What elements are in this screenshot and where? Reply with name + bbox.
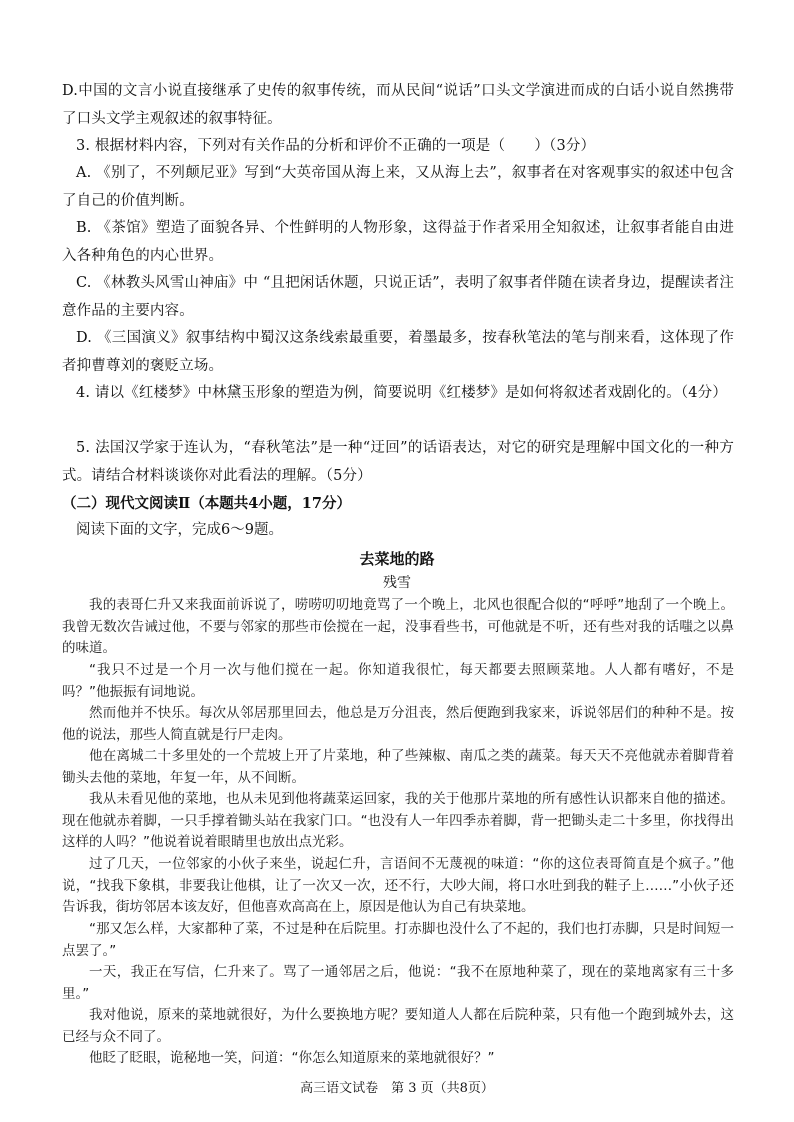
story-paragraph: “我只不过是一个月一次与他们搅在一起。你知道我很忙，每天都要去照顾菜地。人人都有嗜好，不是吗？”他振振有词地说。 — [62, 662, 734, 700]
story-paragraph: 我从未看见他的菜地，也从未见到他将蔬菜运回家，我的关于他那片菜地的所有感性认识都来自他的描述。现在他就赤着脚，一只手撑着锄头站在我家门口。“也没有人一年四季赤着脚，背一把锄头走二十多里，你找得出这样的人吗？”他说着说着眼睛里也放出点光彩。 — [62, 791, 734, 851]
story-paragraph: “那又怎么样，大家都种了菜，不过是种在后院里。打赤脚也没什么了不起的，我们也打赤脚，只是时间短一点罢了。” — [62, 921, 734, 959]
story-paragraph: 我对他说，原来的菜地就很好，为什么要换地方呢？要知道人人都在后院种菜，只有他一个跑到城外去，这已经与众不同了。 — [62, 1007, 734, 1045]
question-4: 4. 请以《红楼梦》中林黛玉形象的塑造为例，简要说明《红楼梦》是如何将叙述者戏剧化的。（4分） — [76, 385, 727, 401]
story-paragraph: 我的表哥仁升又来我面前诉说了，唠唠叨叨地竟骂了一个晚上，北风也很配合似的“呼呼”地刮了一个晚上。我曾无数次告诫过他，不要与邻家的那些市侩搅在一起，没事看些书，可他就是不听，还有些对我的话嗤之以鼻的味道。 — [62, 597, 734, 657]
question-3-option-a: A. 《别了，不列颠尼亚》写到“大英帝国从海上来，又从海上去”，叙事者在对客观事实的叙述中包含了自己的价值判断。 — [62, 165, 734, 209]
story-paragraph: 然而他并不快乐。每次从邻居那里回去，他总是万分沮丧，然后便跑到我家来，诉说邻居们的种种不是。按他的说法，那些人简直就是行尸走肉。 — [62, 705, 734, 743]
question-3-option-b: B. 《茶馆》塑造了面貌各异、个性鲜明的人物形象，这得益于作者采用全知叙述，让叙事者能自由进入各种角色的内心世界。 — [62, 220, 734, 264]
story-author: 残雪 — [383, 575, 411, 591]
question-3-option-c: C. 《林教头风雪山神庙》中 “且把闲话休题，只说正话”，表明了叙事者伴随在读者身边，提醒读者注意作品的主要内容。 — [62, 275, 734, 319]
story-paragraph: 他在离城二十多里处的一个荒坡上开了片菜地，种了些辣椒、南瓜之类的蔬菜。每天天不亮他就赤着脚背着锄头去他的菜地，年复一年，从不间断。 — [62, 748, 734, 786]
story-paragraph: 一天，我正在写信，仁升来了。骂了一通邻居之后，他说：“我不在原地种菜了，现在的菜地离家有三十多里。” — [62, 964, 734, 1002]
question-3: 3. 根据材料内容，下列对有关作品的分析和评价不正确的一项是（ ）（3分） — [76, 138, 596, 154]
section-instruction: 阅读下面的文字，完成6～9题。 — [76, 522, 283, 538]
story-title: 去菜地的路 — [359, 550, 435, 568]
story-paragraph: 过了几天，一位邻家的小伙子来坐，说起仁升，言语间不无蔑视的味道：“你的这位表哥简直是个疯子。”他说，“找我下象棋，非要我让他棋，让了一次又一次，还不行，大吵大闹，将口水吐到我的鞋子上……”小伙子还告诉我，街坊邻居本该友好，但他喜欢高高在上，原因是他认为自己有块菜地。 — [62, 856, 734, 916]
section-heading: （二）现代文阅读Ⅱ（本题共4小题，17分） — [62, 495, 351, 512]
question-3-option-d: D. 《三国演义》叙事结构中蜀汉这条线索最重要，着墨最多，按春秋笔法的笔与削来看，这体现了作者抑曹尊刘的褒贬立场。 — [62, 330, 734, 374]
question-5: 5. 法国汉学家于连认为，“春秋笔法”是一种“迂回”的话语表达，对它的研究是理解中国文化的一种方式。请结合材料谈谈你对此看法的理解。（5分） — [62, 440, 734, 484]
story-paragraph: 他眨了眨眼，诡秘地一笑，问道：“你怎么知道原来的菜地就很好？” — [89, 1050, 495, 1066]
option-d-text: D.中国的文言小说直接继承了史传的叙事传统，而从民间“说话”口头文学演进而成的白话小说自然携带了口头文学主观叙述的叙事特征。 — [62, 83, 734, 127]
page-footer: 高三语文试卷 第 3 页（共8页） — [300, 1081, 494, 1096]
